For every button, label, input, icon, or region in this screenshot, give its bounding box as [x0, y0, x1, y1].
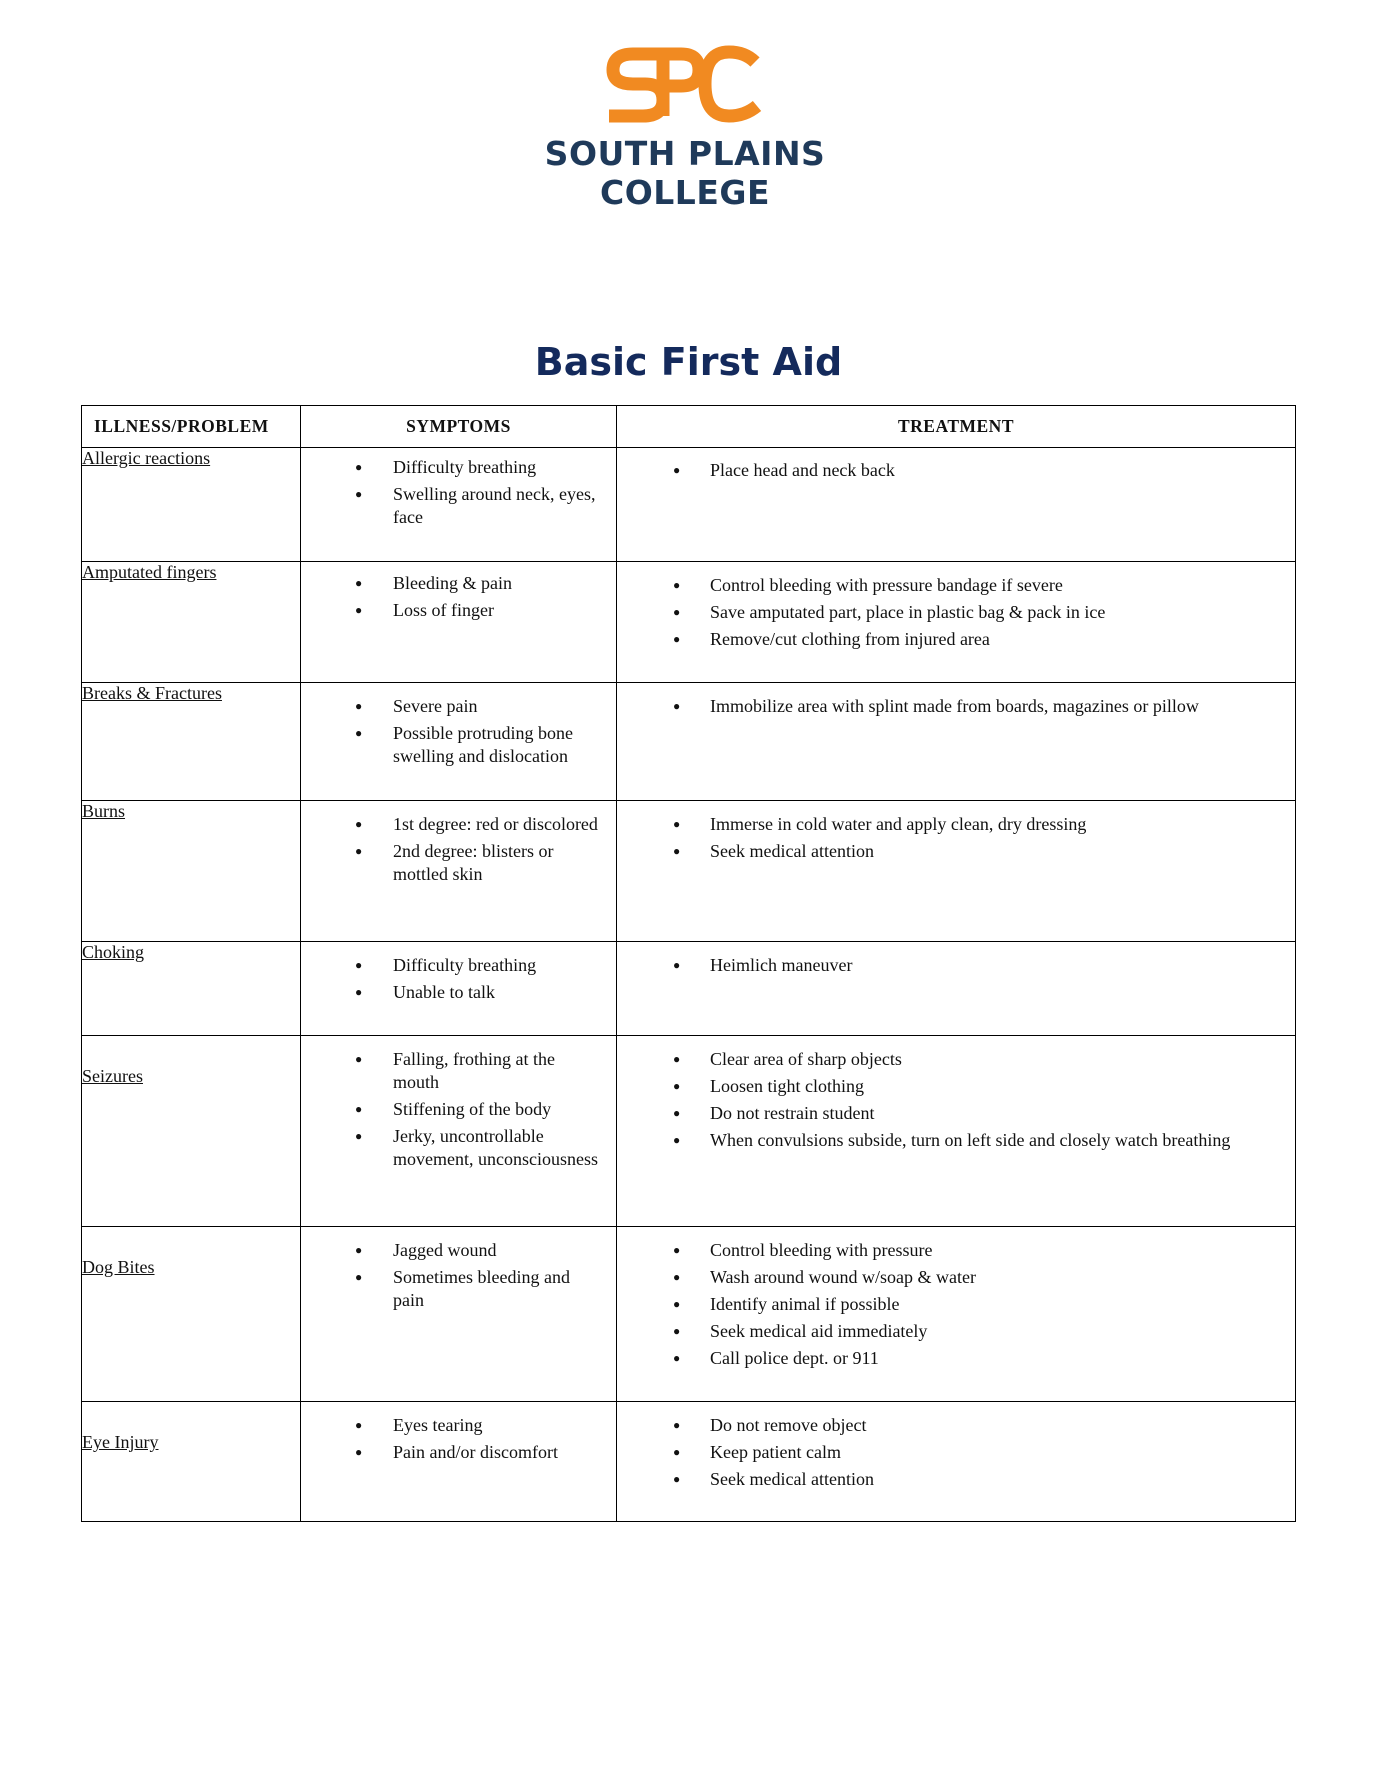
list-item: ● Control bleeding with pressure [617, 1239, 1279, 1262]
table-row [82, 448, 1296, 562]
problem-label: Allergic reactions [82, 448, 211, 468]
list-item: ● Unable to talk [301, 981, 600, 1004]
list-item: ● Loosen tight clothing [617, 1075, 1279, 1098]
page-title: Basic First Aid [534, 340, 843, 384]
list-item: ● Difficulty breathing [301, 954, 600, 977]
problem-label: Choking [82, 942, 145, 962]
list-item: ● Place head and neck back [617, 459, 1279, 482]
list-item: ● Call police dept. or 911 [617, 1347, 1279, 1370]
list-item: ● Possible protruding bone swelling and dislocation [301, 722, 600, 768]
problem-cell [82, 448, 301, 562]
list-item: ● Seek medical attention [617, 840, 1279, 863]
logo-wordmark: SOUTH PLAINS COLLEGE [544, 134, 826, 212]
list-item: ● 2nd degree: blisters or mottled skin [301, 840, 600, 886]
list-item: ● Severe pain [301, 695, 600, 718]
treatment-cell [617, 942, 1296, 1036]
treatment-cell [617, 801, 1296, 942]
symptoms-cell [301, 942, 617, 1036]
treatment-cell [617, 1227, 1296, 1402]
list-item: ● Clear area of sharp objects [617, 1048, 1279, 1071]
problem-cell [82, 1227, 301, 1402]
problem-label: Breaks & Fractures [82, 683, 222, 703]
list-item: ● Immerse in cold water and apply clean, dry dressing [617, 813, 1279, 836]
list-item: ● Bleeding & pain [301, 572, 600, 595]
problem-label: Amputated fingers [82, 562, 217, 582]
problem-cell [82, 683, 301, 801]
list-item: ● Swelling around neck, eyes, face [301, 483, 600, 529]
symptoms-cell [301, 1402, 617, 1522]
symptoms-cell [301, 1036, 617, 1227]
list-item: ● Save amputated part, place in plastic bag & pack in ice [617, 601, 1279, 624]
problem-cell [82, 1402, 301, 1522]
table-row [82, 1402, 1296, 1522]
list-item: ● Heimlich maneuver [617, 954, 1279, 977]
symptoms-cell [301, 683, 617, 801]
list-item: ● When convulsions subside, turn on left side and closely watch breathing [617, 1129, 1279, 1152]
treatment-cell [617, 448, 1296, 562]
list-item: ● Immobilize area with splint made from boards, magazines or pillow [617, 695, 1279, 718]
column-header-treatment: TREATMENT [617, 406, 1296, 448]
treatment-cell [617, 562, 1296, 683]
list-item: ● Keep patient calm [617, 1441, 1279, 1464]
problem-cell [82, 801, 301, 942]
symptoms-cell [301, 562, 617, 683]
table-row [82, 801, 1296, 942]
table-row [82, 942, 1296, 1036]
problem-label: Burns [82, 801, 126, 821]
symptoms-cell [301, 448, 617, 562]
list-item: ● Jerky, uncontrollable movement, unconsciousness [301, 1125, 600, 1171]
problem-label: Eye Injury [82, 1432, 159, 1452]
list-item: ● Control bleeding with pressure bandage if severe [617, 574, 1279, 597]
college-logo [470, 44, 900, 212]
problem-cell [82, 1036, 301, 1227]
list-item: ● Difficulty breathing [301, 456, 600, 479]
table-row [82, 683, 1296, 801]
list-item: ● Do not remove object [617, 1414, 1279, 1437]
list-item: ● Remove/cut clothing from injured area [617, 628, 1279, 651]
list-item: ● Falling, frothing at the mouth [301, 1048, 600, 1094]
list-item: ● Stiffening of the body [301, 1098, 600, 1121]
list-item: ● Jagged wound [301, 1239, 600, 1262]
problem-label: Seizures [82, 1066, 143, 1086]
list-item: ● Identify animal if possible [617, 1293, 1279, 1316]
problem-cell [82, 942, 301, 1036]
list-item: ● Sometimes bleeding and pain [301, 1266, 600, 1312]
table-header-row [82, 406, 1296, 448]
list-item: ● Eyes tearing [301, 1414, 600, 1437]
table-row [82, 1227, 1296, 1402]
table-row [82, 562, 1296, 683]
problem-label: Dog Bites [82, 1257, 155, 1277]
list-item: ● Pain and/or discomfort [301, 1441, 600, 1464]
treatment-cell [617, 1036, 1296, 1227]
list-item: ● 1st degree: red or discolored [301, 813, 600, 836]
symptoms-cell [301, 1227, 617, 1402]
symptoms-cell [301, 801, 617, 942]
spc-monogram-icon [605, 44, 765, 126]
treatment-cell [617, 683, 1296, 801]
list-item: ● Seek medical attention [617, 1468, 1279, 1491]
first-aid-table [81, 405, 1296, 1522]
treatment-cell [617, 1402, 1296, 1522]
column-header-problem: ILLNESS/PROBLEM [82, 406, 301, 448]
list-item: ● Do not restrain student [617, 1102, 1279, 1125]
problem-cell [82, 562, 301, 683]
list-item: ● Seek medical aid immediately [617, 1320, 1279, 1343]
table-row [82, 1036, 1296, 1227]
list-item: ● Wash around wound w/soap & water [617, 1266, 1279, 1289]
list-item: ● Loss of finger [301, 599, 600, 622]
column-header-symptoms: SYMPTOMS [301, 406, 617, 448]
